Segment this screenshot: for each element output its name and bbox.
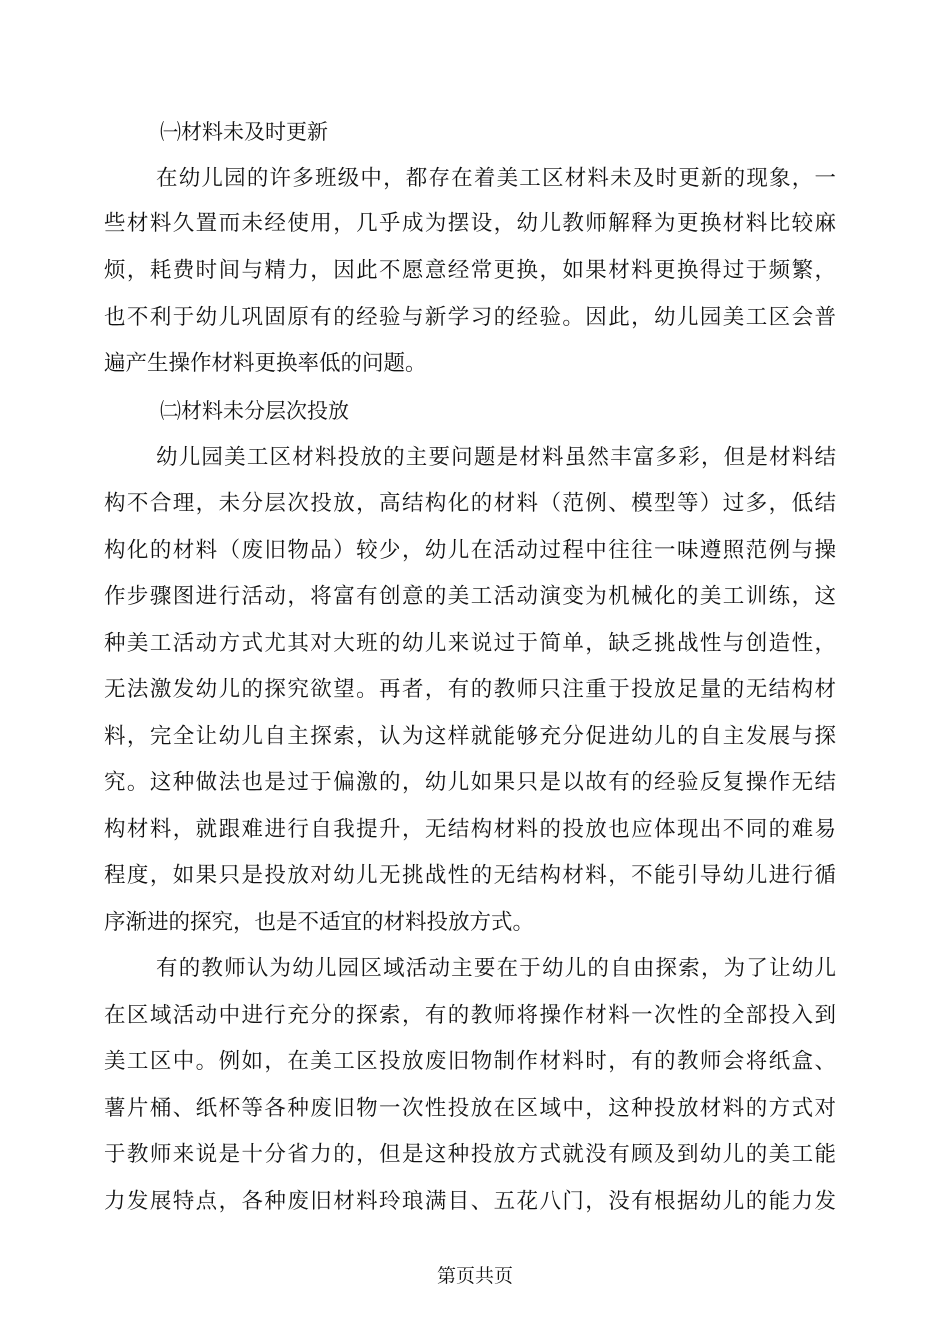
paragraph-line: 料，完全让幼儿自主探索，认为这样就能够充分促进幼儿的自主发展与探 xyxy=(104,724,836,749)
paragraph-line: 些材料久置而未经使用，几乎成为摆设，幼儿教师解释为更换材料比较麻 xyxy=(104,211,836,236)
paragraph-line: 构材料，就跟难进行自我提升，无结构材料的投放也应体现出不同的难易 xyxy=(104,817,836,842)
paragraph-line: 构化的材料（废旧物品）较少，幼儿在活动过程中往往一味遵照范例与操 xyxy=(104,538,836,563)
paragraph-line: 于教师来说是十分省力的，但是这种投放方式就没有顾及到幼儿的美工能 xyxy=(104,1142,836,1167)
page-footer: 第页共页 xyxy=(436,1265,513,1287)
paragraph-line: 薯片桶、纸杯等各种废旧物一次性投放在区域中，这种投放材料的方式对 xyxy=(104,1096,836,1121)
paragraph-line: 有的教师认为幼儿园区域活动主要在于幼儿的自由探索，为了让幼儿 xyxy=(156,956,836,981)
paragraph-line: 烦，耗费时间与精力，因此不愿意经常更换，如果材料更换得过于频繁， xyxy=(104,258,836,283)
paragraph-line: 究。这种做法也是过于偏激的，幼儿如果只是以故有的经验反复操作无结 xyxy=(104,770,836,795)
paragraph-line: 在区域活动中进行充分的探索，有的教师将操作材料一次性的全部投入到 xyxy=(104,1003,836,1028)
paragraph-line: 作步骤图进行活动，将富有创意的美工活动演变为机械化的美工训练，这 xyxy=(104,584,836,609)
paragraph-line: 力发展特点，各种废旧材料玲琅满目、五花八门，没有根据幼儿的能力发 xyxy=(104,1189,836,1214)
paragraph-line: 美工区中。例如，在美工区投放废旧物制作材料时，有的教师会将纸盒、 xyxy=(104,1049,836,1074)
section-heading-2: ㈡材料未分层次投放 xyxy=(160,399,349,423)
paragraph-line: 幼儿园美工区材料投放的主要问题是材料虽然丰富多彩，但是材料结 xyxy=(156,445,836,470)
paragraph-line: 构不合理，未分层次投放，高结构化的材料（范例、模型等）过多，低结 xyxy=(104,491,836,516)
paragraph-line: 序渐进的探究，也是不适宜的材料投放方式。 xyxy=(104,910,535,935)
section-heading-1: ㈠材料未及时更新 xyxy=(160,120,328,144)
paragraph-line: 程度，如果只是投放对幼儿无挑战性的无结构材料，不能引导幼儿进行循 xyxy=(104,863,836,888)
paragraph-line: 无法激发幼儿的探究欲望。再者，有的教师只注重于投放足量的无结构材 xyxy=(104,677,836,702)
paragraph-line: 也不利于幼儿巩固原有的经验与新学习的经验。因此，幼儿园美工区会普 xyxy=(104,305,836,330)
paragraph-line: 遍产生操作材料更换率低的问题。 xyxy=(104,351,427,376)
paragraph-line: 种美工活动方式尤其对大班的幼儿来说过于简单，缺乏挑战性与创造性， xyxy=(104,631,836,656)
paragraph-line: 在幼儿园的许多班级中，都存在着美工区材料未及时更新的现象，一 xyxy=(156,166,836,191)
